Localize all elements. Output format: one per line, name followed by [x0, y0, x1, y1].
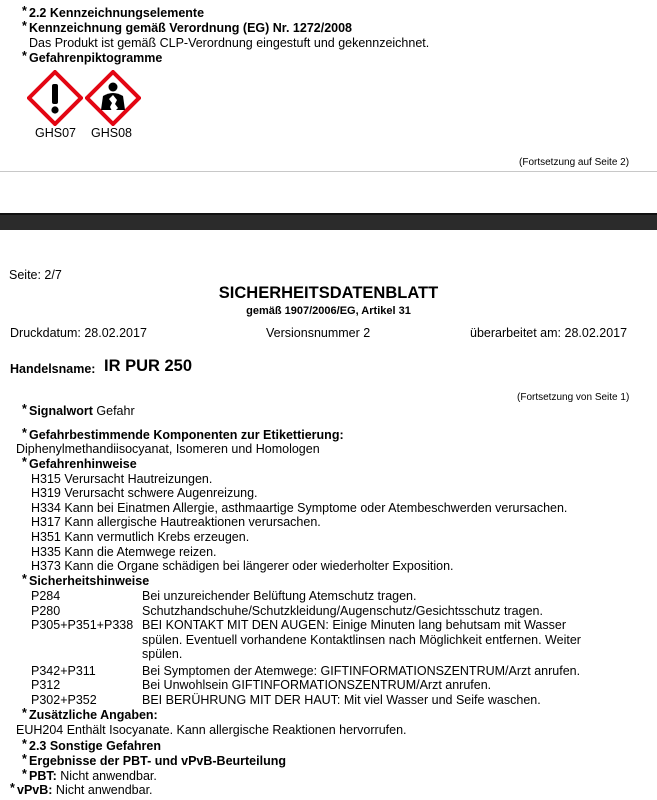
components-heading: Gefahrbestimmende Komponenten zur Etikettierung: — [29, 428, 344, 442]
trade-name-label: Handelsname: — [10, 362, 96, 376]
hazard-statement: H373 Kann die Organe schädigen bei längerer oder wiederholter Exposition. — [31, 559, 454, 573]
precaution-text: BEI KONTAKT MIT DEN AUGEN: Einige Minuten lang behutsam mit Wasser — [142, 618, 566, 632]
bullet-asterisk: * — [10, 781, 15, 795]
continued-to-note: (Fortsetzung auf Seite 2) — [519, 157, 630, 168]
page-number: Seite: 2/7 — [9, 268, 62, 282]
additional-text: EUH204 Enthält Isocyanate. Kann allergische Reaktionen hervorrufen. — [16, 723, 407, 737]
bullet-asterisk: * — [22, 767, 27, 781]
bullet-asterisk: * — [22, 49, 27, 63]
pbt-label: PBT: — [29, 769, 57, 783]
section-heading-2-2: 2.2 Kennzeichnungselemente — [29, 6, 205, 20]
pictogram-label-ghs07: GHS07 — [35, 126, 76, 140]
signal-word-line — [29, 404, 135, 419]
hazard-statement: H335 Kann die Atemwege reizen. — [31, 545, 217, 559]
version-number: Versionsnummer 2 — [266, 326, 371, 340]
precaution-text: Bei Unwohlsein GIFTINFORMATIONSZENTRUM/Arzt anrufen. — [142, 678, 492, 692]
precaution-code: P284 — [31, 589, 61, 603]
pictogram-label-ghs08: GHS08 — [91, 126, 132, 140]
exclamation-mark-icon — [27, 70, 83, 126]
page-separator-line — [0, 171, 657, 172]
pbt-value: Nicht anwendbar. — [60, 769, 157, 783]
hazard-statement: H315 Verursacht Hautreizungen. — [31, 472, 213, 486]
hazard-statement: H334 Kann bei Einatmen Allergie, asthmaartige Symptome oder Atembeschwerden verursachen. — [31, 501, 568, 515]
section-heading-2-3: 2.3 Sonstige Gefahren — [29, 739, 161, 753]
precaution-text: spülen. Eventuell vorhandene Kontaktlinsen nach Möglichkeit entfernen. Weiter — [142, 633, 581, 647]
pbt-heading: Ergebnisse der PBT- und vPvB-Beurteilung — [29, 754, 286, 768]
vpvb-line — [17, 783, 153, 798]
revision-date: überarbeitet am: 28.02.2017 — [470, 326, 628, 340]
vpvb-label: vPvB: — [17, 783, 53, 797]
precaution-text: Bei unzureichender Belüftung Atemschutz tragen. — [142, 589, 417, 603]
hazards-heading: Gefahrenhinweise — [29, 457, 137, 471]
bullet-asterisk: * — [22, 737, 27, 751]
clp-text: Das Produkt ist gemäß CLP-Verordnung eingestuft und gekennzeichnet. — [29, 36, 430, 50]
document-subtitle: gemäß 1907/2006/EG, Artikel 31 — [246, 305, 411, 317]
bullet-asterisk: * — [22, 19, 27, 33]
document-title: SICHERHEITSDATENBLATT — [218, 284, 439, 302]
precaution-code: P280 — [31, 604, 61, 618]
precaution-code: P302+P352 — [31, 693, 97, 707]
pictograms-heading: Gefahrenpiktogramme — [29, 51, 163, 65]
precaution-text: BEI BERÜHRUNG MIT DER HAUT: Mit viel Wasser und Seife waschen. — [142, 693, 541, 707]
trade-name: IR PUR 250 — [104, 357, 193, 375]
hazard-statement: H319 Verursacht schwere Augenreizung. — [31, 486, 258, 500]
clp-heading: Kennzeichnung gemäß Verordnung (EG) Nr. 1272/2008 — [29, 21, 352, 35]
precaution-code: P305+P351+P338 — [31, 618, 134, 632]
health-hazard-icon — [85, 70, 141, 126]
bullet-asterisk: * — [22, 455, 27, 469]
bullet-asterisk: * — [22, 752, 27, 766]
continued-from-note: (Fortsetzung von Seite 1) — [517, 392, 630, 403]
bullet-asterisk: * — [22, 572, 27, 586]
bullet-asterisk: * — [22, 402, 27, 416]
precaution-code: P342+P311 — [31, 664, 96, 678]
precaution-text: spülen. — [142, 647, 183, 661]
bullet-asterisk: * — [22, 426, 27, 440]
page-break-divider — [0, 213, 657, 230]
precaution-text: Bei Symptomen der Atemwege: GIFTINFORMATIONSZENTRUM/Arzt anrufen. — [142, 664, 581, 678]
components-text: Diphenylmethandiisocyanat, Isomeren und Homologen — [16, 442, 320, 456]
precaution-text: Schutzhandschuhe/Schutzkleidung/Augenschutz/Gesichtsschutz tragen. — [142, 604, 543, 618]
signal-word-label: Signalwort — [29, 404, 93, 418]
signal-word-value: Gefahr — [96, 404, 135, 418]
additional-heading: Zusätzliche Angaben: — [29, 708, 158, 722]
hazard-statement: H351 Kann vermutlich Krebs erzeugen. — [31, 530, 250, 544]
bullet-asterisk: * — [22, 4, 27, 18]
pbt-line — [29, 769, 157, 784]
bullet-asterisk: * — [22, 706, 27, 720]
hazard-statement: H317 Kann allergische Hautreaktionen verursachen. — [31, 515, 321, 529]
vpvb-value: Nicht anwendbar. — [55, 783, 153, 797]
precaution-code: P312 — [31, 678, 61, 692]
precautions-heading: Sicherheitshinweise — [29, 574, 150, 588]
print-date: Druckdatum: 28.02.2017 — [10, 326, 147, 340]
